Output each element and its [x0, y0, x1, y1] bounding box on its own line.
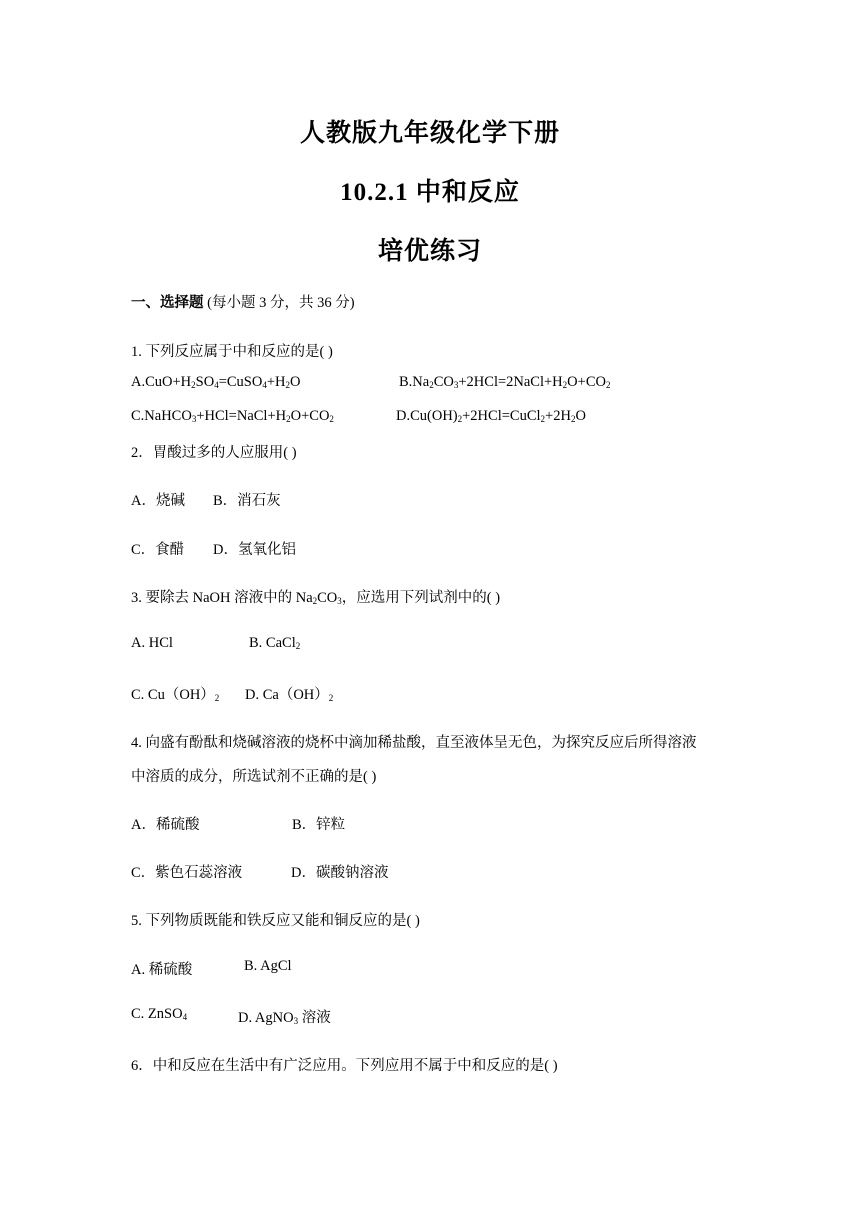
question-4-stem-line1: 4. 向盛有酚酞和烧碱溶液的烧杯中滴加稀盐酸，直至液体呈无色，为探究反应后所得溶液: [131, 735, 697, 751]
question-1-option-b: $B.Na_2CO_3+2HCl=2NaCl+H_2O+CO_2$: [399, 374, 611, 390]
question-5-option-a: A. 稀硫酸: [131, 962, 193, 978]
section-note: (每小题 3 分，共 36 分): [203, 295, 355, 311]
question-2-stem: 2．胃酸过多的人应服用( ): [131, 445, 297, 461]
question-4-option-c: C．紫色石蕊溶液: [131, 865, 243, 881]
question-1-option-d: $D.Cu(OH)_2+2HCl=CuCl_2+2H_2O$: [396, 408, 586, 424]
question-2-option-c: C．食醋: [131, 542, 185, 558]
question-3-option-a: A. HCl: [131, 635, 173, 651]
question-5-option-c: C. ZnSO$_4$: [131, 1006, 188, 1022]
section-heading: [131, 291, 355, 312]
question-4-option-b: B．锌粒: [292, 817, 346, 833]
question-2-option-b: B．消石灰: [213, 493, 281, 509]
question-1-stem: 1. 下列反应属于中和反应的是( ): [131, 344, 333, 360]
question-1-option-a: $A.CuO+H_2SO_4=CuSO_4+H_2O$: [131, 374, 301, 390]
question-1-option-c: $C.NaHCO_3+HCl=NaCl+H_2O+CO_2$: [131, 408, 334, 424]
document-title: 人教版九年级化学下册: [299, 120, 560, 147]
question-3-option-b: B. CaCl$_2$: [249, 635, 301, 651]
question-6-stem: 6．中和反应在生活中有广泛应用。下列应用不属于中和反应的是( ): [131, 1058, 558, 1074]
question-4-option-a: A．稀硫酸: [131, 817, 200, 833]
question-5-stem: 5. 下列物质既能和铁反应又能和铜反应的是( ): [131, 913, 420, 929]
section-label: 一、选择题: [131, 295, 204, 311]
question-2-option-d: D．氢氧化铝: [213, 542, 296, 558]
lesson-title: 10.2.1 中和反应: [340, 179, 520, 206]
question-3-option-d: D. $Ca(OH)_2$: [245, 687, 334, 703]
question-3-option-c: C. $Cu(OH)_2$: [131, 687, 220, 703]
question-4-option-d: D．碳酸钠溶液: [291, 865, 389, 881]
question-3-stem: 3. 要除去 NaOH 溶液中的 $Na_2CO_3$，应选用下列试剂中的( ): [131, 590, 501, 606]
question-4-stem-line2: 中溶质的成分，所选试剂不正确的是( ): [131, 769, 377, 785]
exercise-title: 培优练习: [377, 238, 482, 265]
question-5-option-d: D. AgNO$_3$ 溶液: [238, 1010, 331, 1026]
question-2-option-a: A．烧碱: [131, 493, 185, 509]
question-5-option-b: B. AgCl: [244, 958, 292, 974]
